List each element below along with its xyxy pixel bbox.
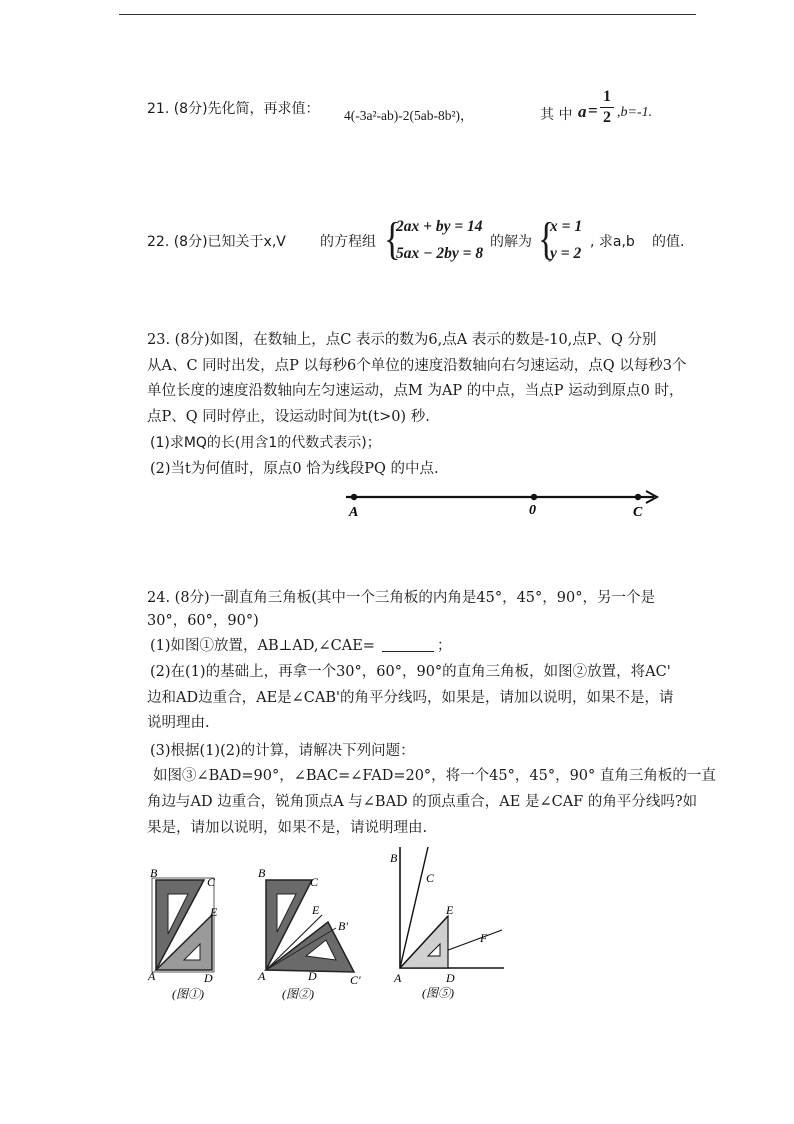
fig3-label-f: F (480, 931, 488, 945)
fig1-label-b: B (150, 866, 158, 880)
fig2-caption: (图②) (282, 987, 314, 1001)
q24-part-2-line: 边和AD边重合，AE是∠CAB'的角平分线吗，如果是，请加以说明，如果不是，请 (147, 690, 674, 706)
q23-part-1: (1)求MQ的长(用含1的代数式表示)； (150, 435, 381, 451)
q22-solution-brace: { (538, 213, 555, 264)
fig3-label-b: B (390, 851, 398, 865)
fig2-label-a: A (258, 969, 266, 983)
fig3-caption: (图⑤) (422, 986, 454, 1000)
q24-part-3-line: 果是，请加以说明，如果不是，请说明理由. (147, 820, 428, 836)
point-c-label: C (633, 505, 643, 520)
fig1-caption: (图①) (172, 987, 204, 1001)
q21-var-a: a (578, 102, 587, 121)
q21-expression: 4(-3a²-ab)-2(5ab-8b²)， (344, 108, 474, 123)
fig2-label-c: C (310, 875, 319, 889)
q22-prefix: 22. (8分)已知关于x,V (147, 234, 286, 250)
point-origin-label: 0 (529, 503, 536, 518)
q22-solution-y: y = 2 (550, 245, 582, 262)
q24-part-2-line: 说明理由. (147, 715, 210, 731)
fig3-label-d: D (446, 971, 455, 985)
q21-prefix: 21. (8分)先化简，再求值： (147, 101, 320, 117)
q24-answer-blank[interactable] (382, 651, 434, 652)
q22-ask: , 求a,b (590, 234, 635, 250)
fig2-label-b-prime: B' (338, 919, 348, 933)
q24-part-3-line: 如图③∠BAD=90°，∠BAC=∠FAD=20°，将一个45°，45°，90° 直角三角板的一直 (153, 768, 716, 784)
q22-equation-2: 5ax − 2by = 8 (396, 245, 484, 262)
q21-equals: = (588, 101, 598, 120)
q24-part-3-title: (3)根据(1)(2)的计算，请解决下列问题： (150, 743, 415, 759)
point-origin-dot (531, 494, 537, 500)
fig2-label-d: D (308, 969, 317, 983)
q22-system-brace: { (384, 213, 401, 264)
figure-2 (250, 860, 370, 1005)
q23-line: 单位长度的速度沿数轴向左匀速运动，点M 为AP 的中点，当点P 运动到原点0 时， (147, 383, 684, 399)
q24-line: 30°，60°，90°) (147, 613, 259, 629)
q22-mid: 的方程组 (320, 234, 376, 250)
q22-tail: 的值. (652, 234, 685, 250)
point-a-dot (351, 494, 357, 500)
fig1-label-d: D (204, 971, 213, 985)
q23-part-2: (2)当t为何值时，原点0 恰为线段PQ 的中点. (150, 461, 439, 477)
q24-part-3-line: 角边与AD 边重合，锐角顶点A 与∠BAD 的顶点重合，AE 是∠CAF 的角平分线吗?如 (147, 794, 698, 810)
q21-tail: ,b=-1. (617, 105, 653, 120)
fig2-label-e: E (312, 903, 320, 917)
q21-fraction (600, 88, 614, 127)
fig2-label-b: B (258, 866, 266, 880)
q23-line: 23. (8分)如图，在数轴上，点C 表示的数为6,点A 表示的数是-10,点P、Q 分别 (147, 332, 657, 348)
fig3-label-a: A (394, 971, 402, 985)
q22-equation-1: 2ax + by = 14 (396, 218, 483, 235)
q21-where: 其 中 (540, 107, 573, 123)
q21-denominator: 2 (603, 109, 611, 126)
q21-numerator: 1 (603, 88, 611, 105)
fig1-label-c: C (207, 875, 216, 889)
q23-line: 从A、C 同时出发，点P 以每秒6个单位的速度沿数轴向右匀速运动，点Q 以每秒3个 (147, 358, 687, 374)
figure-1 (140, 860, 240, 1005)
fig3-label-c: C (426, 871, 435, 885)
fig1-label-e: E (210, 905, 218, 919)
q21-fraction-bar (600, 107, 614, 108)
q24-line: 24. (8分)一副直角三角板(其中一个三角板的内角是45°，45°，90°，另一个是 (147, 590, 655, 606)
point-a-label: A (349, 505, 359, 520)
fig2-label-c-prime: C' (350, 973, 361, 987)
fig3-label-e: E (446, 903, 454, 917)
q24-part-2-line: (2)在(1)的基础上，再拿一个30°，60°，90°的直角三角板，如图②放置，将AC' (150, 664, 671, 680)
q24-part-1-end: ； (437, 638, 452, 654)
point-c-dot (635, 494, 641, 500)
figure-3 (384, 842, 514, 1007)
q23-line: 点P、Q 同时停止，设运动时间为t(t>0) 秒. (147, 409, 430, 425)
top-rule (119, 14, 696, 15)
q22-solution-x: x = 1 (550, 218, 583, 235)
q24-part-1: (1)如图①放置，AB⊥AD,∠CAE= (150, 638, 375, 654)
number-line-figure (336, 484, 666, 524)
q22-solution-label: 的解为 (490, 234, 532, 250)
fig1-label-a: A (148, 969, 156, 983)
